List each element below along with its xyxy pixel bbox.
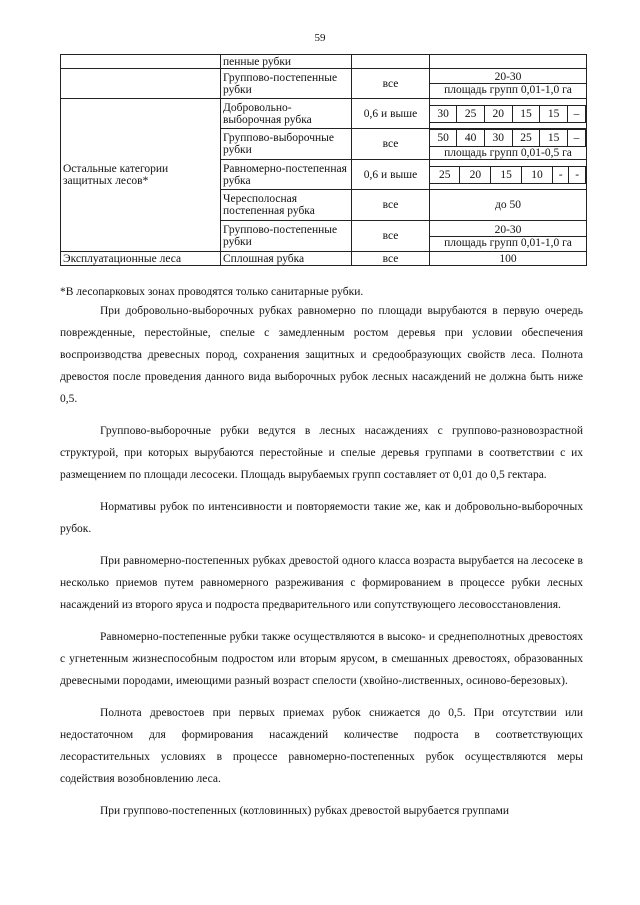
value: 15 (540, 130, 568, 147)
value-cell: 20-30 (430, 224, 586, 237)
value-cell: 20-30 (430, 71, 586, 84)
value: - (552, 166, 569, 183)
value: 30 (484, 130, 512, 147)
note-cell: площадь групп 0,01-0,5 га (444, 147, 572, 159)
value: 25 (430, 166, 460, 183)
method-cell: Чересполосная постепенная рубка (221, 190, 352, 221)
paragraph: Нормативы рубок по интенсивности и повторяемости такие же, как и добровольно-выборочных рубок. (60, 501, 583, 535)
value: 15 (540, 105, 568, 122)
method-cell: Добровольно-выборочная рубка (221, 99, 352, 129)
grade-cell: все (352, 252, 430, 266)
grade-cell: все (352, 190, 430, 221)
grade-cell: 0,6 и выше (352, 99, 430, 129)
value: 50 (430, 130, 457, 147)
values-grid (430, 166, 586, 184)
table-row (61, 55, 587, 69)
note-cell: площадь групп 0,01-1,0 га (444, 84, 572, 96)
grade-cell: 0,6 и выше (352, 160, 430, 190)
value: 10 (522, 166, 553, 183)
table-row (61, 69, 587, 99)
grade-cell: все (352, 129, 430, 160)
table-row (61, 99, 587, 129)
table-row (61, 252, 587, 266)
paragraph: При равномерно-постепенных рубках древостой одного класса возраста вырубается на лесосеке в несколько приемов путем равномерного разреживания с формированием в процессе рубки лесных насаждений из второго яруса и подроста предварительного или сопутствующего лесовосстановления. (60, 555, 583, 611)
method-cell: Равномерно-постепенная рубка (221, 160, 352, 190)
value: 25 (457, 105, 485, 122)
value: – (567, 105, 585, 122)
values-grid (430, 105, 586, 123)
paragraph: Группово-выборочные рубки ведутся в лесных насаждениях с группово-разновозрастной структурой, при которых вырубаются перестойные и спелые деревья группами в соответствии с их размещением по площади лесосеки. Площадь вырубаемых групп составляет от 0,01 до 0,5 гектара. (60, 425, 583, 481)
value: 15 (512, 105, 540, 122)
method-cell: Группово-выборочные рубки (221, 129, 352, 160)
note-cell: площадь групп 0,01-1,0 га (444, 236, 572, 249)
paragraph: Полнота древостоев при первых приемах рубок снижается до 0,5. При отсутствии или недостаточном для формирования насаждений количестве подроста в соответствующих лесорастительных условиях в процессе равномерно-постепенных рубок осуществляются меры содействия возобновлению леса. (60, 707, 583, 785)
grade-cell: все (352, 69, 430, 99)
paragraph: Равномерно-постепенные рубки также осуществляются в высоко- и среднеполнотных древостоях с угнетенным жизнеспособным подростом или вторым ярусом, в смешанных древостоях, образованных древесными породами, имеющими разный возраст спелости (хвойно-лиственных, осиново-березовых). (60, 631, 583, 687)
method-cell: Группово-постепенные рубки (221, 69, 352, 99)
value-cell: 100 (430, 252, 587, 266)
value: 40 (457, 130, 485, 147)
felling-norms-table (60, 54, 587, 266)
value: – (567, 130, 585, 147)
value: 15 (491, 166, 522, 183)
category-cell: Эксплуатационные леса (61, 252, 221, 266)
page-number: 59 (314, 32, 326, 44)
value: - (569, 166, 586, 183)
values-grid (430, 129, 586, 147)
method-cell: Группово-постепенные рубки (221, 221, 352, 252)
table-footnote: *В лесопарковых зонах проводятся только санитарные рубки. (60, 286, 364, 298)
value: 25 (512, 130, 540, 147)
paragraph: При группово-постепенных (котловинных) рубках древостой вырубается группами (100, 805, 510, 817)
paragraph: При добровольно-выборочных рубках равномерно по площади вырубаются в первую очередь поврежденные, перестойные, спелые с замедленным ростом деревья при условии обеспечения воспроизводства древесных пород, сохранения защитных и средообразующих свойств леса. Полнота древостоя после проведения данного вида выборочных рубок лесных насаждений не должна быть ниже 0,5. (60, 305, 583, 405)
category-cell: Остальные категории защитных лесов* (61, 99, 221, 252)
method-cell: Сплошная рубка (221, 252, 352, 266)
value-cell: до 50 (430, 190, 587, 221)
value: 20 (484, 105, 512, 122)
value: 30 (430, 105, 457, 122)
body-text (60, 300, 583, 832)
grade-cell: все (352, 221, 430, 252)
method-cell: пенные рубки (221, 55, 352, 69)
value: 20 (460, 166, 491, 183)
